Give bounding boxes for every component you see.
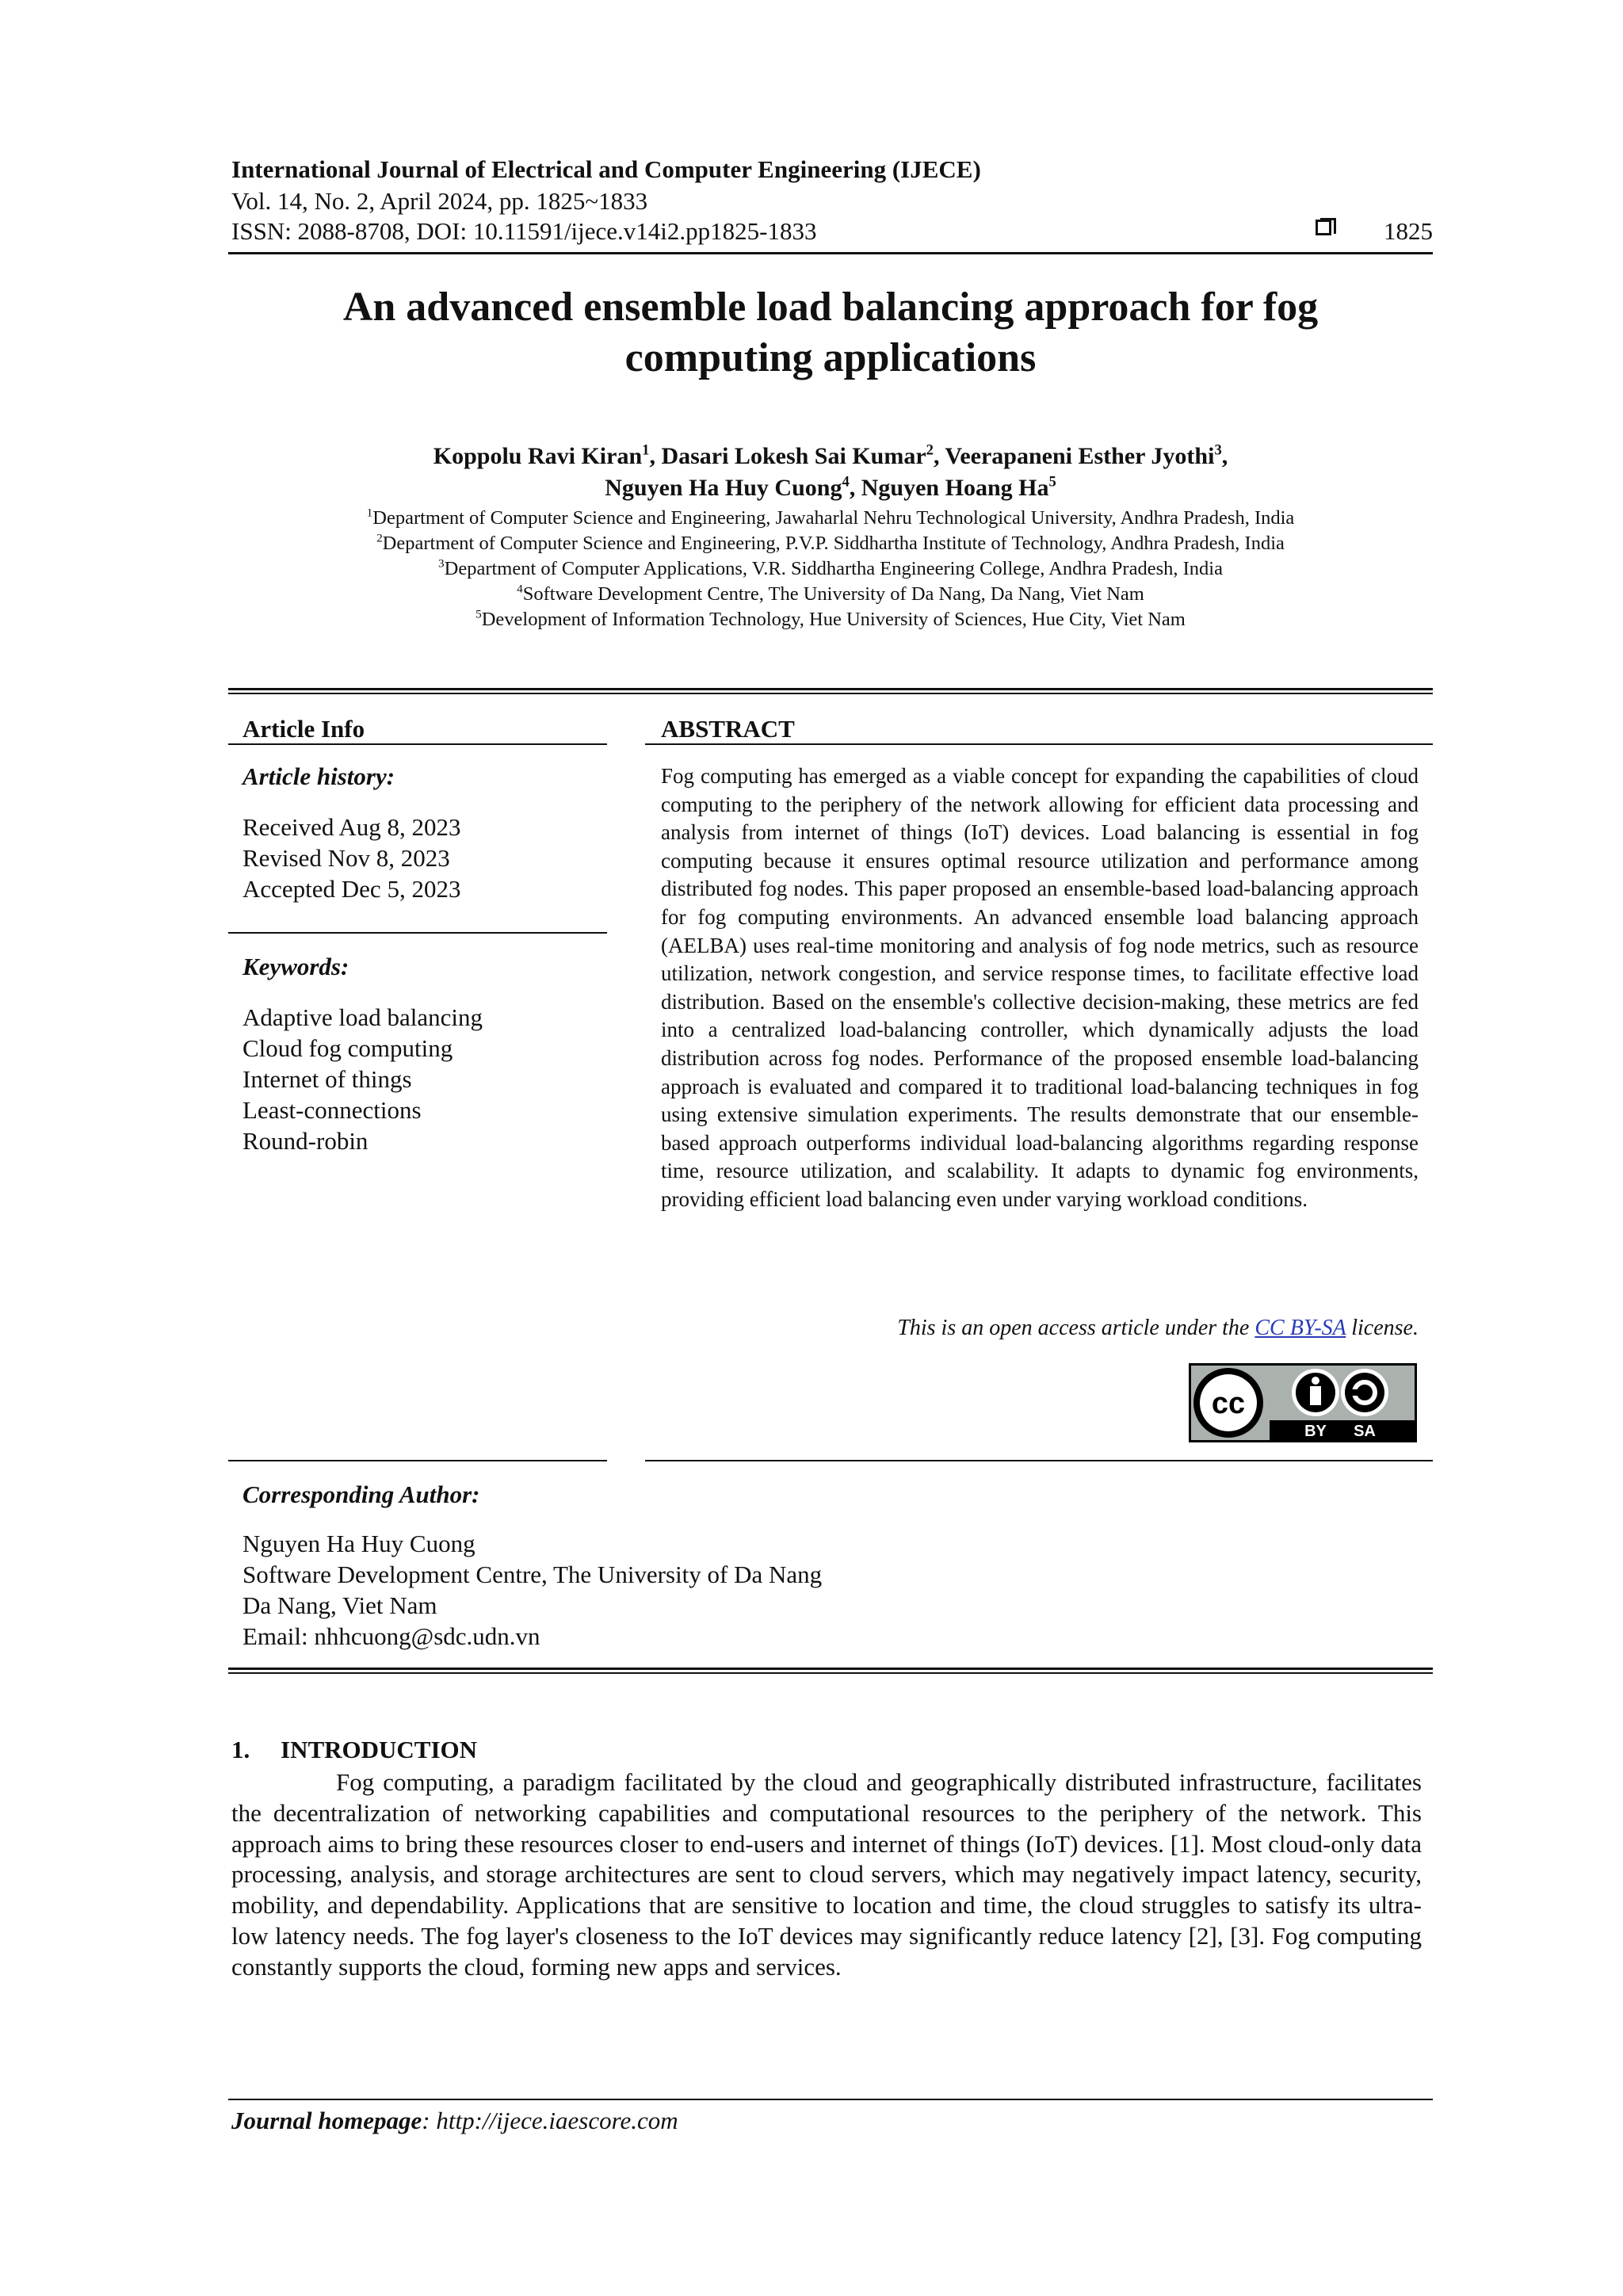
history-item: Revised Nov 8, 2023	[242, 844, 450, 872]
author-sup: 5	[1048, 473, 1056, 491]
keyword: Round-robin	[242, 1127, 369, 1155]
affiliation: $^5$Development of Information Technology, Hue University of Sciences, Hue City, Viet Nam	[475, 607, 1186, 630]
keyword: Cloud fog computing	[242, 1034, 453, 1062]
corresponding-heading: Corresponding Author:	[242, 1480, 480, 1508]
corresponding-email: Email: nhhcuong@sdc.udn.vn	[242, 1622, 540, 1650]
footer-label: Journal homepage	[231, 2107, 422, 2134]
journal-homepage	[231, 2107, 678, 2135]
section-rule-top	[228, 688, 1433, 690]
license-line: This is an open access article under the CC BY-SA license.	[897, 1316, 1419, 1340]
author-sup: 3	[1214, 441, 1222, 459]
intro-paragraph: Fog computing, a paradigm facilitated by the cloud and geographically distributed infrastructure, facilitates the decentralization of networking capabilities and computational resources to the periphery of the network. This approach aims to bring these resources closer to end-users and internet of things (IoT) devices. [1]. Most cloud-only data processing, analysis, and storage architectures are sent to cloud servers, which may negatively impact latency, security, mobility, and dependability. Applications that are sensitive to location and time, the cloud struggles to satisfy its ultra-low latency needs. The fog layer's closeness to the IoT devices may significantly reduce latency [2], [3]. Fog computing constantly supports the cloud, forming new apps and services.	[231, 1768, 1422, 1981]
affiliation: $^1$Department of Computer Science and Engineering, Jawaharlal Nehru Technological University, Andhra Pradesh, India	[366, 506, 1295, 529]
keyword: Adaptive load balancing	[242, 1003, 483, 1031]
page-number: 1825	[1384, 217, 1433, 245]
issn-doi: ISSN: 2088-8708, DOI: 10.11591/ijece.v14i2.pp1825-1833	[231, 217, 817, 245]
section-rule-top-2	[228, 693, 1433, 694]
section-rule-bottom	[228, 1668, 1433, 1670]
author-name: Dasari Lokesh Sai Kumar	[661, 443, 926, 469]
author-sup: 2	[926, 441, 934, 459]
corresponding-block	[242, 1528, 822, 1652]
history-item: Accepted Dec 5, 2023	[242, 875, 461, 903]
license-link[interactable]: CC BY-SA	[1254, 1316, 1346, 1340]
affiliations	[228, 506, 1433, 632]
cc-badge-text: cc	[1211, 1387, 1246, 1420]
history-heading: Article history:	[242, 762, 395, 790]
keyword: Least-connections	[242, 1096, 422, 1124]
history-list	[242, 812, 461, 904]
author-name: Nguyen Ha Huy Cuong	[605, 475, 842, 501]
cc-by-sa-badge-icon[interactable]	[1189, 1363, 1417, 1442]
affiliation: $^4$Software Development Centre, The University of Da Nang, Da Nang, Viet Nam	[517, 582, 1144, 605]
corresponding-location: Da Nang, Viet Nam	[242, 1591, 437, 1619]
footer-url[interactable]: : http://ijece.iaescore.com	[422, 2107, 678, 2134]
abstract-text: Fog computing has emerged as a viable concept for expanding the capabilities of cloud computing to the periphery of the network allowing for efficient data processing and analysis from internet of things (IoT) devices. Load balancing is essential in fog computing because it ensures optimal resource utilization and performance among distributed fog nodes. This paper proposed an ensemble-based load-balancing approach for fog computing environments. An advanced ensemble load balancing approach (AELBA) uses real-time monitoring and analysis of fog node metrics, such as resource utilization, network congestion, and service response times, to facilitate effective load distribution. Based on the ensemble's collective decision-making, these metrics are fed into a centralized load-balancing controller, which dynamically adjusts the load distribution across fog nodes. Performance of the proposed ensemble load-balancing approach is evaluated and compared it to traditional load-balancing techniques in fog using extensive simulation experiments. The results demonstrate that our ensemble-based approach outperforms individual load-balancing algorithms regarding response time, resource utilization, and scalability. It adapts to dynamic fog environments, providing efficient load balancing even under varying workload conditions.	[661, 764, 1419, 1211]
keyword: Internet of things	[242, 1065, 412, 1093]
volume-info: Vol. 14, No. 2, April 2024, pp. 1825~1833	[231, 187, 648, 215]
journal-name: International Journal of Electrical and Computer Engineering (IJECE)	[231, 155, 981, 183]
footer-rule	[228, 2099, 1433, 2100]
abstract-heading: ABSTRACT	[661, 715, 795, 743]
author-line-1: Koppolu Ravi Kiran$^1$, Dasari Lokesh Sai Kumar$^2$, Veerapaneni Esther Jyothi$^3$,	[433, 441, 1228, 469]
author-name: Koppolu Ravi Kiran	[433, 443, 643, 469]
author-sup: 1	[642, 441, 650, 459]
paper-title	[228, 282, 1433, 384]
square-bullet-icon	[1316, 220, 1331, 235]
info-rule	[228, 932, 607, 934]
author-name: Nguyen Hoang Ha	[861, 475, 1049, 501]
article-info-heading: Article Info	[242, 715, 365, 743]
title-line-1: An advanced ensemble load balancing approach for fog	[342, 285, 1319, 330]
corresponding-name: Nguyen Ha Huy Cuong	[242, 1530, 475, 1557]
info-rule	[228, 743, 607, 745]
section-rule-bottom-2	[228, 1672, 1433, 1674]
affiliation: $^2$Department of Computer Science and Engineering, P.V.P. Siddhartha Institute of Technology, Andhra Pradesh, India	[376, 531, 1285, 554]
abstract-rule	[645, 743, 1433, 745]
intro-heading: 1. INTRODUCTION	[231, 1736, 478, 1763]
keywords-list	[242, 1002, 483, 1156]
affiliation: $^3$Department of Computer Applications, V.R. Siddhartha Engineering College, Andhra Pradesh, India	[438, 556, 1223, 579]
author-name: Veerapaneni Esther Jyothi	[945, 443, 1215, 469]
keywords-heading: Keywords:	[242, 953, 349, 980]
author-sup: 4	[842, 473, 850, 491]
header-rule	[228, 252, 1433, 254]
title-line-2: computing applications	[624, 335, 1037, 380]
sa-label: SA	[1354, 1423, 1376, 1440]
by-label: BY	[1304, 1423, 1327, 1440]
info-rule-bottom	[228, 1460, 607, 1461]
abstract-rule-bottom	[645, 1460, 1433, 1461]
author-line-2: Nguyen Ha Huy Cuong$^4$, Nguyen Hoang Ha$^5$	[605, 473, 1056, 501]
author-list	[228, 441, 1433, 504]
history-item: Received Aug 8, 2023	[242, 813, 461, 841]
corresponding-affiliation: Software Development Centre, The University of Da Nang	[242, 1561, 823, 1588]
